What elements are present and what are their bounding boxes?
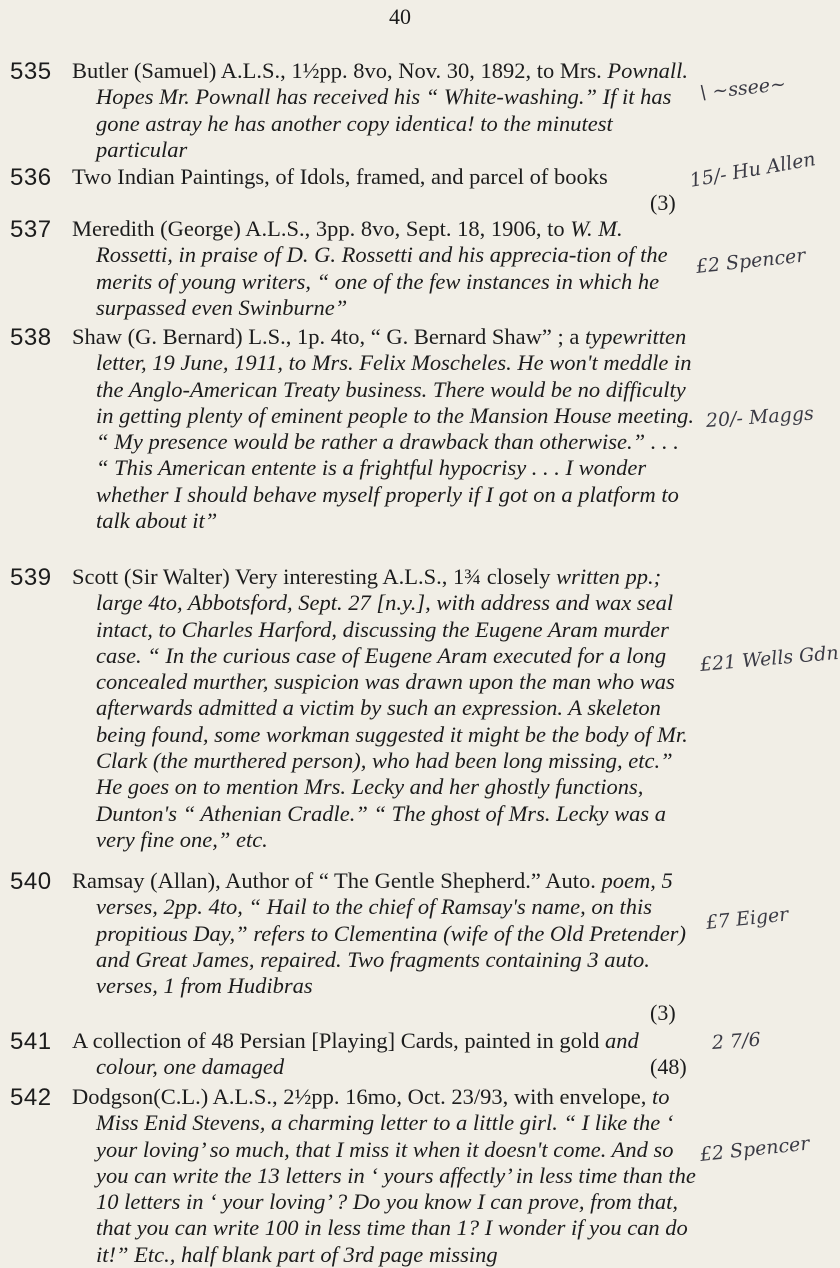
lot-text xyxy=(72,164,696,190)
lot-number: 538 xyxy=(10,324,52,351)
lot-text xyxy=(72,58,696,163)
lot-number: 537 xyxy=(10,216,52,243)
lot-name: Dodgson(C.L.) A.L.S., 2½pp. 16mo, Oct. 23/93, with envelope, xyxy=(72,1084,647,1109)
handwritten-annotation: 2 7/6 xyxy=(711,1028,762,1054)
lot-description: to Miss Enid Stevens, a charming letter to a little girl. “ I like the ‘ your loving’ so much, that I miss it when it doesn't come. And so you can write the 13 letters in ‘ yours affectly’ in less time than the 10 letters in ‘ your loving’ ? Do you know I can prove, from that, that you can write 100 in less time than 1? I wonder if you can do it!” Etc., half blank part of 3rd page missing xyxy=(96,1084,696,1267)
handwritten-annotation: £21 Wells Gdn xyxy=(699,641,840,676)
lot-number: 542 xyxy=(10,1084,52,1111)
handwritten-annotation: 15/- Hu Allen xyxy=(688,148,818,192)
lot-text xyxy=(72,324,696,534)
lot-description: W. M. Rossetti, in praise of D. G. Rossetti and his apprecia-tion of the merits of young writers, “ one of the few instances in which he surpassed even Swinburne” xyxy=(96,216,668,320)
lot-number: 541 xyxy=(10,1028,52,1055)
lot-name: Scott (Sir Walter) Very interesting A.L.S., 1¾ closely xyxy=(72,564,551,589)
lot-name: Butler (Samuel) A.L.S., 1½pp. 8vo, Nov. 30, 1892, to Mrs. xyxy=(72,58,602,83)
lot-description: written pp.; large 4to, Abbotsford, Sept. 27 [n.y.], with address and wax seal intact, to Charles Harford, discussing the Eugene Aram murder case. “ In the curious case of Eugene Aram executed for a long concealed murther, suspicion was drawn upon the man who was afterwards admitted a victim by such an expression. A skeleton being found, some workman suggested it might be the body of Mr. Clark (the murthered person), who had been long missing, etc.” He goes on to mention Mrs. Lecky and her ghostly functions, Dunton's “ Athenian Cradle.” “ The ghost of Mrs. Lecky was a very fine one,” etc. xyxy=(96,564,688,852)
lot-quantity: (3) xyxy=(650,190,676,215)
lot-number: 540 xyxy=(10,868,52,895)
lot-text xyxy=(72,1028,696,1081)
lot-description: and colour, one damaged xyxy=(96,1028,639,1080)
lot-description: poem, 5 verses, 2pp. 4to, “ Hail to the chief of Ramsay's name, on this propitious Day,” refers to Clementina (wife of the Old Pretender) and Great James, repaired. Two fragments containing 3 auto. verses, 1 from Hudibras xyxy=(96,868,686,999)
handwritten-annotation: £7 Eiger xyxy=(704,903,790,934)
lot-quantity: (48) xyxy=(650,1054,687,1079)
lot-text xyxy=(72,868,696,999)
lot-number: 535 xyxy=(10,58,52,85)
lot-name: Shaw (G. Bernard) L.S., 1p. 4to, “ G. Bernard Shaw” ; a xyxy=(72,324,580,349)
lot-number: 539 xyxy=(10,564,52,591)
lot-name: A collection of 48 Persian [Playing] Cards, painted in gold xyxy=(72,1028,600,1053)
handwritten-annotation: £2 Spencer xyxy=(698,1132,811,1166)
lot-text xyxy=(72,216,696,321)
handwritten-annotation: \ ~ssee~ xyxy=(698,73,787,104)
lot-number: 536 xyxy=(10,164,52,191)
lot-text xyxy=(72,1084,696,1268)
lot-name: Meredith (George) A.L.S., 3pp. 8vo, Sept. 18, 1906, to xyxy=(72,216,565,241)
lot-name: Two Indian Paintings, of Idols, framed, and parcel of books xyxy=(72,164,608,189)
handwritten-annotation: 20/- Maggs xyxy=(705,402,815,432)
lot-description: typewritten letter, 19 June, 1911, to Mrs. Felix Moscheles. He won't meddle in the Anglo-American Treaty business. There would be no difficulty in getting plenty of eminent people to the Mansion House meeting. “ My presence would be rather a drawback than otherwise.” . . . “ This American entente is a frightful hypocrisy . . . I wonder whether I should behave myself properly if I got on a platform to talk about it” xyxy=(96,324,694,534)
lot-description: Pownall. Hopes Mr. Pownall has received his “ White-washing.” If it has gone astray he has another copy identica! to the minutest particular xyxy=(96,58,689,162)
lot-name: Ramsay (Allan), Author of “ The Gentle Shepherd.” Auto. xyxy=(72,868,596,893)
lot-text xyxy=(72,564,696,853)
handwritten-annotation: £2 Spencer xyxy=(694,244,807,278)
page-number: 40 xyxy=(389,4,411,29)
lot-quantity: (3) xyxy=(650,1000,676,1025)
